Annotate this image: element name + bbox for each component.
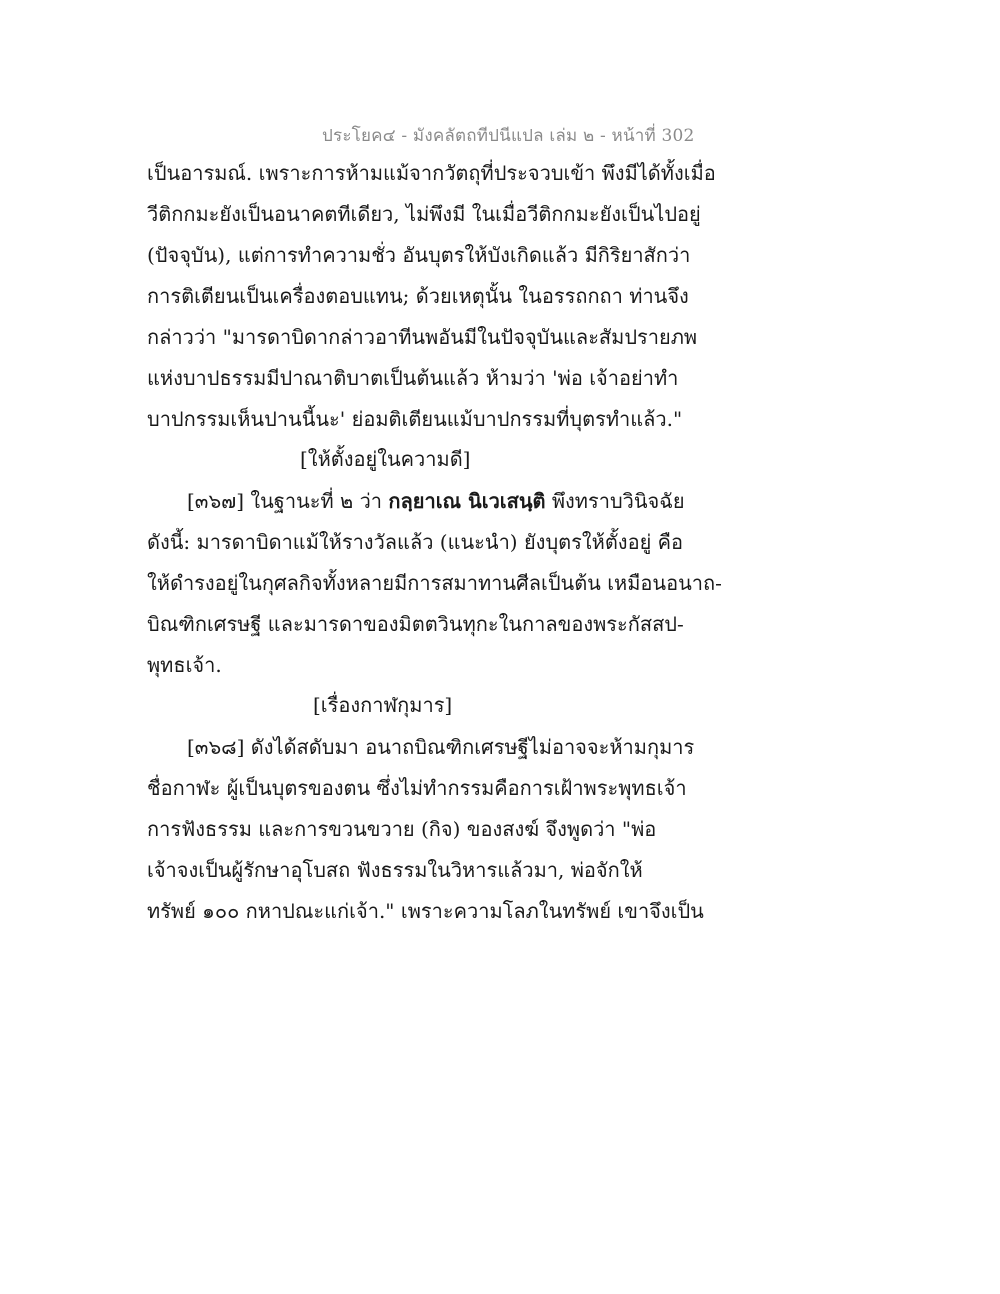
text-line: [๓๖๘] ดังได้สดับมา อนาถบิณฑิกเศรษฐีไม่อาจจะห้ามกุมาร — [187, 735, 695, 759]
text-line: ชื่อกาฬะ ผู้เป็นบุตรของตน ซึ่งไม่ทำกรรมคือการเฝ้าพระพุทธเจ้า — [147, 776, 687, 800]
pali-term: กลฺยาเณ นิเวเสนฺติ — [388, 489, 546, 513]
text-line: แห่งบาปธรรมมีปาณาติบาตเป็นต้นแล้ว ห้ามว่า 'พ่อ เจ้าอย่าทำ — [147, 366, 679, 390]
text-line — [187, 488, 685, 514]
text-line: วีติกกมะยังเป็นอนาคตทีเดียว, ไม่พึงมี ในเมื่อวีติกกมะยังเป็นไปอยู่ — [147, 202, 701, 226]
text-line: กล่าวว่า "มารดาบิดากล่าวอาทีนพอันมีในปัจจุบันและสัมปรายภพ — [147, 325, 698, 349]
text-line: บิณฑิกเศรษฐี และมารดาของมิตตวินทุกะในกาลของพระกัสสป- — [147, 612, 684, 636]
section-heading: [เรื่องกาฬกุมาร] — [313, 693, 453, 717]
text-span: พึงทราบวินิจฉัย — [545, 489, 685, 513]
text-line: เจ้าจงเป็นผู้รักษาอุโบสถ ฟังธรรมในวิหารแล้วมา, พ่อจักให้ — [147, 858, 643, 882]
text-line: ทรัพย์ ๑๐๐ กหาปณะแก่เจ้า." เพราะความโลภในทรัพย์ เขาจึงเป็น — [147, 899, 704, 923]
text-line: เป็นอารมณ์. เพราะการห้ามแม้จากวัตถุที่ประจวบเข้า พึงมีได้ทั้งเมื่อ — [147, 161, 716, 185]
text-span: [๓๖๗] ในฐานะที่ ๒ ว่า — [187, 489, 389, 513]
text-line: การฟังธรรม และการขวนขวาย (กิจ) ของสงฆ์ จึงพูดว่า "พ่อ — [147, 817, 657, 841]
text-line: (ปัจจุบัน), แต่การทำความชั่ว อันบุตรให้บังเกิดแล้ว มีกิริยาสักว่า — [147, 243, 691, 267]
section-heading: [ให้ตั้งอยู่ในความดี] — [300, 447, 471, 471]
text-line: ดังนี้: มารดาบิดาแม้ให้รางวัลแล้ว (แนะนำ) ยังบุตรให้ตั้งอยู่ คือ — [147, 530, 684, 554]
text-line: พุทธเจ้า. — [147, 653, 222, 677]
page-header: ประโยค๔ - มังคลัตถทีปนีแปล เล่ม ๒ - หน้าที่ 302 — [322, 126, 695, 146]
text-line: การติเตียนเป็นเครื่องตอบแทน; ด้วยเหตุนั้น ในอรรถกถา ท่านจึง — [147, 284, 689, 308]
text-line: บาปกรรมเห็นปานนี้นะ' ย่อมติเตียนแม้บาปกรรมที่บุตรทำแล้ว." — [147, 407, 683, 431]
text-line: ให้ดำรงอยู่ในกุศลกิจทั้งหลายมีการสมาทานศีลเป็นต้น เหมือนอนาถ- — [147, 571, 722, 595]
